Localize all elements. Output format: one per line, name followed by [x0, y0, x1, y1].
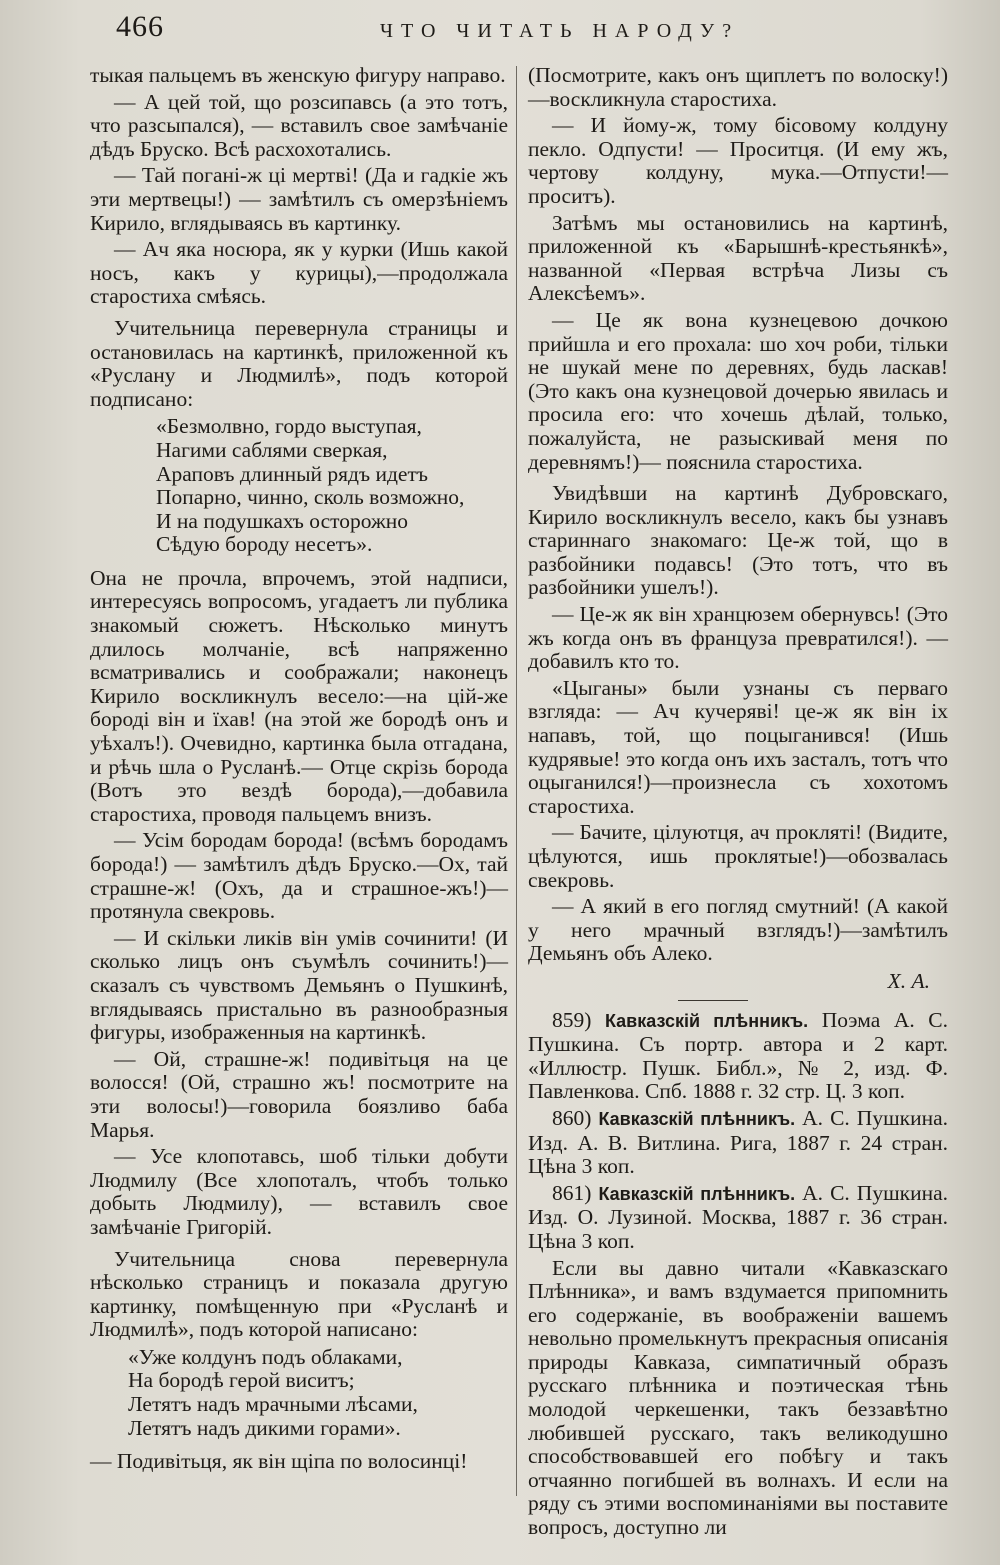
poem-line: Араповъ длинный рядъ идетъ — [156, 461, 428, 486]
entry-number: 860) — [552, 1105, 592, 1130]
paragraph: — И йому-ж, тому бісовому колдуну пекло. Одпусти! — Проситця. (И ему жъ, чертову колдуну, мука.—Отпусти!—проситъ). — [528, 113, 948, 208]
entry-title: Кавказскій плѣнникъ. — [598, 1183, 796, 1204]
running-title: ЧТО ЧИТАТЬ НАРОДУ? — [380, 20, 740, 42]
paragraph: — Ач яка носюра, як у курки (Ишь какой носъ, какъ у курицы),—продолжала старостиха смѣясь. — [90, 237, 508, 309]
paragraph: — И скільки ликів він умів сочинити! (И сколько лицъ онъ съумѣлъ сочинить!)—сказалъ съ чувствомъ Демьянъ о Пушкинѣ, вглядываясь пристально въ разнообразныя фигуры, изображенныя на картинкѣ. — [90, 925, 508, 1045]
paragraph: — Усім бородам борода! (всѣмъ бородамъ борода!) — замѣтилъ дѣдъ Бруско.—Ох, тай страшне-ж! (Охъ, да и страшное-жъ!)—протянула свекровь. — [90, 828, 508, 924]
entry-number: 861) — [552, 1180, 592, 1205]
poem-line: И на подушкахъ осторожно — [156, 508, 409, 533]
poem-line: Летятъ надъ дикими горами». — [128, 1415, 401, 1440]
paragraph: — Усе клопотавсь, шоб тільки добути Людмилу (Все хлопоталъ, чтобъ только добыть Людмилу), — вставилъ свое замѣчаніе Григорій. — [90, 1144, 508, 1239]
poem-line: Нагими саблями сверкая, — [156, 437, 388, 462]
catalog-entry — [528, 1009, 948, 1104]
entry-text: А. С. Пушкина. Изд. А. В. Витлина. Рига, 1887 г. 24 стран. Цѣна 3 коп. — [528, 1105, 949, 1179]
entry-number: 859) — [552, 1007, 592, 1032]
paragraph: — Бачите, цілуютця, ач прокляті! (Видите, цѣлуются, ишь проклятые!)—обозвалась свекровь. — [528, 820, 948, 892]
right-column — [528, 64, 948, 1543]
catalog-entry — [528, 1107, 948, 1179]
poem-line: Летятъ надъ мрачными лѣсами, — [128, 1392, 418, 1417]
paragraph: — Ой, страшне-ж! подивітьця на це волосся! (Ой, страшно жъ! посмотрите на эти волосы!)—говорила боязливо баба Марья. — [90, 1046, 508, 1142]
paragraph: — Це як вона кузнецевою дочкою прийшла и его прохала: шо хоч роби, тільки не шукай мене по деревнях, будь ласкав! (Это какъ она кузнецовой дочерью явилась и просила его: что хочешь дѣлай, только, пожалуйста, не разыскивай меня по деревнямъ!)— пояснила старостиха. — [528, 307, 948, 474]
paragraph: Она не прочла, впрочемъ, этой надписи, интересуясь вопросомъ, угадаетъ ли публика знакомый сюжетъ. Нѣсколько минутъ длилось молчаніе, всѣ напряженно всматривались и соображали; наконецъ Кирило воскликнулъ весело:—на цій-же бороді він и їхав! (на этой же бородѣ онъ и уѣхалъ!). Очевидно, картинка была отгадана, и рѣчь шла о Русланѣ.— Отце скрізь борода (Вотъ это вездѣ борода),—добавила старостиха, проводя пальцемъ внизъ. — [90, 565, 508, 826]
entry-title: Кавказскій плѣнникъ. — [598, 1108, 796, 1129]
page-number: 466 — [116, 10, 164, 43]
paragraph: Если вы давно читали «Кавказскаго Плѣнника», и вамъ вздумается припомнить его содержаніе, въ воображеніи вашемъ невольно промелькнутъ прекрасныя описанія природы Кавказа, симпатичный образъ русскаго плѣнника и поэтическая тѣнь молодой черкешенки, такъ беззавѣтно любившей русскаго, такъ великодушно способствовавшей его побѣгу и такъ отчаянно погибшей въ волнахъ. И если на ряду съ этими воспоминаніями вы поставите вопросъ, доступно ли — [528, 1255, 948, 1540]
paragraph: Учительница перевернула страницы и остановилась на картинкѣ, приложенной къ «Руслану и Людмилѣ», подъ которой подписано: — [90, 315, 508, 411]
poem-line: Попарно, чинно, сколь возможно, — [156, 485, 465, 510]
poem-quote — [90, 1346, 508, 1440]
entry-text: Поэма А. С. Пушкина. Съ портр. автора и 2 карт. «Иллюстр. Пушк. Библ.», № 2, изд. Ф. Павленкова. Спб. 1888 г. 32 стр. Ц. 3 коп. — [528, 1007, 948, 1104]
paragraph: — Це-ж як він хранцюзем обернувсь! (Это жъ когда онъ въ француза превратился!). —добавилъ кто то. — [528, 602, 948, 674]
left-column — [90, 64, 508, 1477]
entry-title: Кавказскій плѣнникъ. — [604, 1010, 809, 1031]
poem-line: На бородѣ герой виситъ; — [128, 1368, 355, 1393]
paragraph: — Тай погані-ж ці мертві! (Да и гадкіе жъ эти мертвецы!) — замѣтилъ съ омерзѣніемъ Кирило, вглядываясь въ картинку. — [90, 163, 508, 235]
paragraph: (Посмотрите, какъ онъ щиплетъ по волоску!) —воскликнула старостиха. — [528, 63, 948, 111]
poem-line: Сѣдую бороду несетъ». — [156, 532, 373, 557]
entry-text: А. С. Пушкина. Изд. О. Лузиной. Москва, 1887 г. 36 стран. Цѣна 3 коп. — [528, 1180, 949, 1253]
author-signature: Х. А. — [887, 968, 930, 993]
catalog-entry — [528, 1182, 948, 1254]
poem-line: «Уже колдунъ подъ облаками, — [128, 1344, 403, 1369]
paragraph: Учительница снова перевернула нѣсколько страницъ и показала другую картинку, помѣщенную при «Русланѣ и Людмилѣ», подъ которой написано: — [90, 1246, 508, 1342]
paragraph: Увидѣвши на картинѣ Дубровскаго, Кирило воскликнулъ весело, какъ бы узнавъ стариннаго знакомаго: Це-ж той, що в разбойники подавсь! (Это тотъ, что въ разбойники ушелъ!). — [528, 481, 948, 600]
paragraph: «Цыганы» были узнаны съ перваго взгляда: — Ач кучеряві! це-ж як він іх напавъ, той, що поцыганився! (Ишь кудрявые! это когда онъ ихъ засталъ, тотъ что оцыганился!)—произнесла съ хохотомъ старостиха. — [528, 675, 948, 818]
poem-line: «Безмолвно, гордо выступая, — [156, 414, 422, 439]
paragraph: — А цей той, що розсипавсь (а это тотъ, что разсыпался), — вставилъ свое замѣчаніе дѣдъ Бруско. Всѣ расхохотались. — [90, 89, 508, 161]
page-header — [0, 0, 1000, 60]
paragraph: — А який в его погляд смутний! (А какой у него мрачный взглядъ!)—замѣтилъ Демьянъ объ Алеко. — [528, 894, 948, 966]
column-divider — [516, 66, 517, 1496]
section-separator — [678, 1000, 748, 1001]
poem-quote — [90, 415, 508, 557]
paragraph: — Подивітьця, як він щіпа по волосинці! — [90, 1449, 468, 1474]
paragraph: Затѣмъ мы остановились на картинѣ, приложенной къ «Барышнѣ-крестьянкѣ», названной «Первая встрѣча Лизы съ Алексѣемъ». — [528, 210, 948, 306]
paragraph: тыкая пальцемъ въ женскую фигуру направо. — [90, 63, 506, 87]
